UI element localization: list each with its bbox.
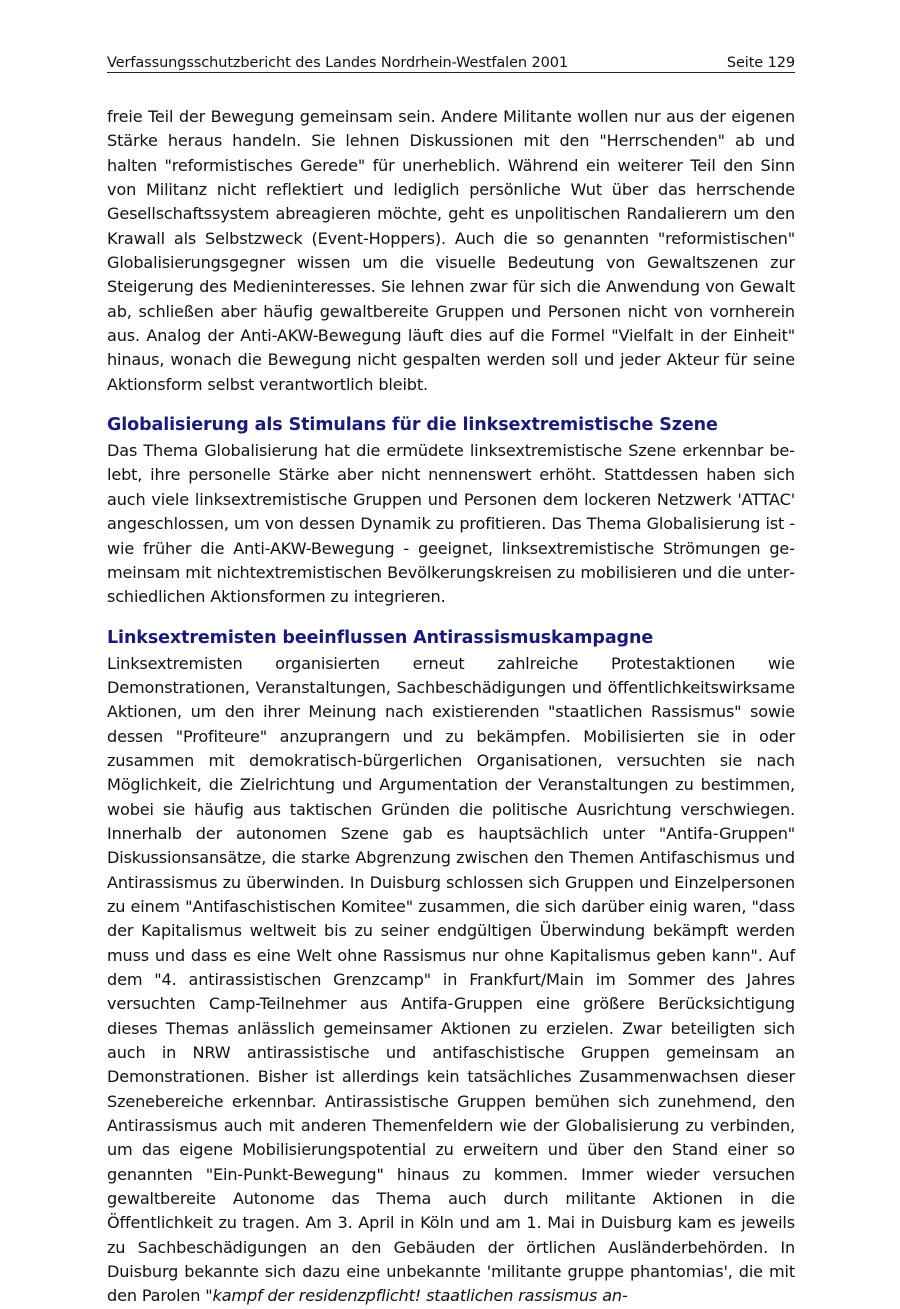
body-text <box>107 105 795 1309</box>
document-title: Verfassungsschutzbericht des Landes Nordrhein-Westfalen 2001 <box>107 55 569 71</box>
slogan-quote: kampf der residenzpflicht! staatlichen rassismus an- <box>212 1286 628 1306</box>
heading-antirassismus: Linksextremisten beeinflussen Antirassismuskampagne <box>107 627 654 648</box>
document-page <box>107 50 795 1309</box>
running-header <box>107 50 795 73</box>
heading-globalisierung: Globalisierung als Stimulans für die linksextremistische Szene <box>107 415 718 436</box>
paragraph-antirassismus-text: Linksextremisten organisierten erneut zahlreiche Protestaktionen wie Demonstrationen, Veranstaltungen, Sachbeschädigungen und öffentlichkeitswirksame Aktionen, um den ihrer Meinung nach existierenden "staatlichen Rassismus" sowie dessen "Profiteure" anzuprangern und zu bekämpfen. Mobilisierten sie in oder zusammen mit demokratisch-bürgerlichen Organisationen, versuchten sie nach Möglichkeit, die Zielrichtung und Argumentation der Veranstaltungen zu bestimmen, wobei sie häufig aus taktischen Gründen die politische Ausrichtung verschwiegen. Innerhalb der autonomen Szene gab es hauptsächlich unter "Antifa-Gruppen" Diskussionsansätze, die starke Abgrenzung zwischen den Themen Antifaschismus und Antirassismus zu überwinden. In Duisburg schlossen sich Gruppen und Einzelpersonen zu einem "Antifaschistischen Komitee" zusammen, die sich darüber einig waren, "dass der Kapitalismus weltweit bis zu seiner endgültigen Überwindung bekämpft werden muss und dass es eine Welt ohne Rassismus nur ohne Kapitalismus geben kann". Auf dem "4. antirassistischen Grenzcamp" in Frankfurt/Main im Sommer des Jahres versuchten Camp-Teilnehmer aus Antifa-Gruppen eine größere Berücksichtigung dieses Themas anlässlich gemeinsamer Aktionen zu erzielen. Zwar beteiligten sich auch in NRW antirassistische und antifaschistische Gruppen gemeinsam an Demonstrationen. Bisher ist allerdings kein tatsächliches Zusammenwachsen dieser Szenebereiche erkennbar. Antirassistische Gruppen bemühen sich zunehmend, den Antirassismus auch mit anderen Themenfeldern wie der Globalisierung zu verbinden, um das eigene Mobilisierungspotential zu erweitern und über den Stand einer so genannten "Ein-Punkt-Bewegung" hinaus zu kommen. Immer wieder versuchen gewaltbereite Autonome das Thema auch durch militante Aktionen in die Öffentlichkeit zu tragen. Am 3. April in Köln und am 1. Mai in Duisburg kam es jeweils zu Sachbeschädigungen an den Gebäuden der örtlichen Ausländerbehörden. In Duisburg bekannte sich dazu eine unbekannte 'militante gruppe phantomias', die mit den Parolen " <box>107 653 795 1306</box>
page-number: Seite 129 <box>726 55 795 71</box>
paragraph-antirassismus <box>107 652 795 1309</box>
paragraph-militancy: freie Teil der Bewegung gemeinsam sein. Andere Militante wollen nur aus der eigenen Stärke heraus handeln. Sie lehnen Diskussionen mit den "Herrschenden" ab und halten "reformistisches Gerede" für unerheblich. Während ein weiterer Teil den Sinn von Militanz nicht reflektiert und lediglich persönliche Wut über das herrschende Gesellschaftssystem abreagieren möchte, geht es unpolitischen Randalierern um den Krawall als Selbstzweck (Event-Hoppers). Auch die so genannten "reformistischen" Globalisierungsgegner wissen um die visuelle Bedeutung von Gewaltszenen zur Steigerung des Medieninteresses. Sie lehnen zwar für sich die Anwendung von Gewalt ab, schließen aber häufig gewaltbereite Gruppen und Personen nicht von vornherein aus. Analog der Anti-AKW-Bewegung läuft dies auf die Formel "Vielfalt in der Einheit" hinaus, wonach die Bewegung nicht gespalten werden soll und jeder Akteur für seine Aktionsform selbst verantwortlich bleibt. <box>107 107 795 394</box>
paragraph-globalisierung: Das Thema Globalisierung hat die ermüdete linksextremistische Szene erkennbar belebt, ihre personelle Stärke aber nicht nennenswert erhöht. Stattdessen haben sich auch viele linksextremistische Gruppen und Personen dem lockeren Netzwerk 'ATTAC' angeschlossen, um von dessen Dynamik zu profitieren. Das Thema Globalisierung ist - wie früher die Anti-AKW-Bewegung - geeignet, linksextremistische Strömungen gemeinsam mit nichtextremistischen Bevölkerungskreisen zu mobilisieren und die unterschiedlichen Aktionsformen zu integrieren. <box>107 441 795 607</box>
